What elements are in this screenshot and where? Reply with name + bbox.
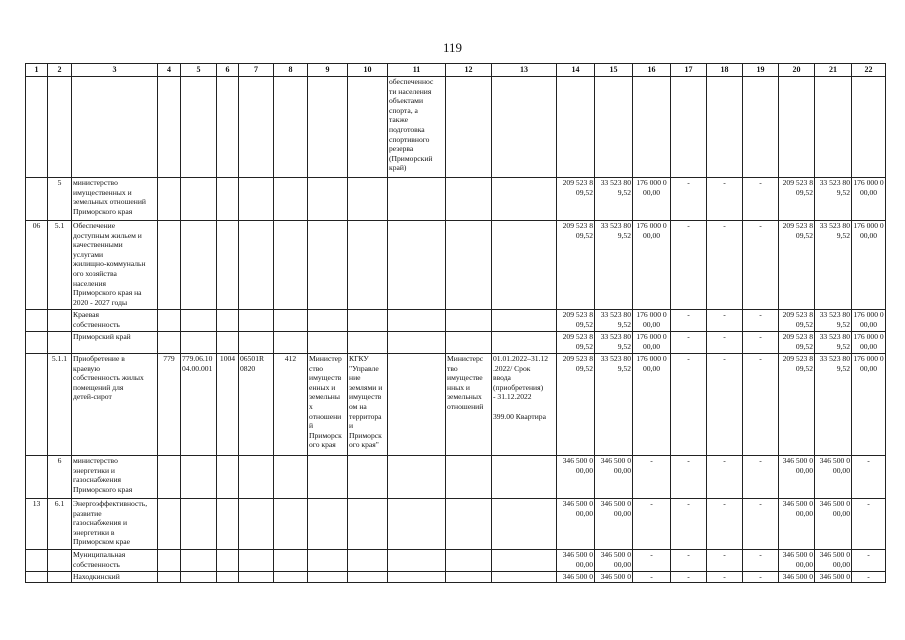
cell-col-2 [48, 332, 72, 354]
cell-col-5 [181, 499, 217, 550]
cell-col-22: - [852, 572, 886, 583]
cell-col-13 [492, 221, 557, 310]
cell-col-8 [274, 310, 308, 332]
cell-col-1 [26, 550, 48, 572]
table-body [26, 64, 886, 583]
cell-col-21: 346 500 0 [815, 572, 852, 583]
column-header-4: 4 [158, 64, 181, 77]
cell-col-13 [492, 178, 557, 221]
cell-col-11 [388, 456, 446, 499]
cell-col-7 [239, 77, 274, 178]
table-row [26, 354, 886, 456]
cell-col-15: 33 523 80 9,52 [595, 310, 633, 332]
cell-col-3: Приобретение в краевую собственность жилых помещений для детей-сирот [72, 354, 158, 456]
cell-col-17: - [671, 499, 707, 550]
cell-col-20: 209 523 8 09,52 [779, 354, 815, 456]
cell-col-20: 209 523 8 09,52 [779, 310, 815, 332]
table-row [26, 456, 886, 499]
cell-col-14: 346 500 0 [557, 572, 595, 583]
column-header-18: 18 [707, 64, 743, 77]
cell-col-14: 209 523 8 09,52 [557, 310, 595, 332]
cell-col-11 [388, 332, 446, 354]
cell-col-10 [348, 456, 388, 499]
cell-col-22: 176 000 0 00,00 [852, 354, 886, 456]
table-row [26, 572, 886, 583]
cell-col-21: 33 523 80 9,52 [815, 332, 852, 354]
cell-col-10 [348, 550, 388, 572]
cell-col-8 [274, 550, 308, 572]
cell-col-21 [815, 77, 852, 178]
cell-col-19: - [743, 310, 779, 332]
cell-col-2: 5.1.1 [48, 354, 72, 456]
table-row [26, 221, 886, 310]
cell-col-19: - [743, 178, 779, 221]
cell-col-9 [308, 572, 348, 583]
cell-col-16: - [633, 550, 671, 572]
cell-col-9 [308, 550, 348, 572]
cell-col-20: 209 523 8 09,52 [779, 221, 815, 310]
cell-col-8 [274, 221, 308, 310]
cell-col-8 [274, 456, 308, 499]
cell-col-14: 346 500 0 00,00 [557, 499, 595, 550]
cell-col-2 [48, 550, 72, 572]
cell-col-4: 779 [158, 354, 181, 456]
cell-col-22: - [852, 550, 886, 572]
cell-col-7 [239, 550, 274, 572]
cell-col-21: 33 523 80 9,52 [815, 221, 852, 310]
cell-col-20 [779, 77, 815, 178]
cell-col-2 [48, 77, 72, 178]
cell-col-10 [348, 77, 388, 178]
cell-col-6: 1004 [217, 354, 239, 456]
column-header-15: 15 [595, 64, 633, 77]
cell-col-21: 346 500 0 00,00 [815, 550, 852, 572]
cell-col-2: 5 [48, 178, 72, 221]
column-header-17: 17 [671, 64, 707, 77]
cell-col-12 [446, 310, 492, 332]
column-header-14: 14 [557, 64, 595, 77]
cell-col-12 [446, 77, 492, 178]
cell-col-19: - [743, 456, 779, 499]
cell-col-21: 33 523 80 9,52 [815, 354, 852, 456]
cell-col-20: 346 500 0 00,00 [779, 499, 815, 550]
cell-col-9 [308, 332, 348, 354]
cell-col-19: - [743, 221, 779, 310]
cell-col-20: 346 500 0 00,00 [779, 550, 815, 572]
cell-col-15: 346 500 0 00,00 [595, 550, 633, 572]
cell-col-10 [348, 178, 388, 221]
table-row [26, 178, 886, 221]
cell-col-12 [446, 332, 492, 354]
cell-col-19 [743, 77, 779, 178]
cell-col-4 [158, 456, 181, 499]
cell-col-1 [26, 572, 48, 583]
cell-col-5 [181, 550, 217, 572]
column-header-16: 16 [633, 64, 671, 77]
cell-col-9 [308, 77, 348, 178]
cell-col-13 [492, 572, 557, 583]
cell-col-22 [852, 77, 886, 178]
cell-col-2: 5.1 [48, 221, 72, 310]
cell-col-17: - [671, 332, 707, 354]
cell-col-16: - [633, 456, 671, 499]
cell-col-18: - [707, 499, 743, 550]
cell-col-3: Энергоэффективность, развитие газоснабжения и энергетики в Приморском крае [72, 499, 158, 550]
column-header-13: 13 [492, 64, 557, 77]
cell-col-1: 06 [26, 221, 48, 310]
cell-col-18: - [707, 310, 743, 332]
cell-col-11 [388, 499, 446, 550]
cell-col-9: Министер ство имуществ енных и земельны х отношени й Приморск ого края [308, 354, 348, 456]
column-header-11: 11 [388, 64, 446, 77]
cell-col-1 [26, 332, 48, 354]
cell-col-12 [446, 178, 492, 221]
table-row [26, 77, 886, 178]
cell-col-1: 13 [26, 499, 48, 550]
cell-col-1 [26, 77, 48, 178]
cell-col-15: 346 500 0 00,00 [595, 499, 633, 550]
cell-col-5 [181, 77, 217, 178]
column-header-5: 5 [181, 64, 217, 77]
cell-col-1 [26, 178, 48, 221]
cell-col-11: обеспеченнос ти населения объектами спорта, а также подготовка спортивного резерва (Приморский край) [388, 77, 446, 178]
cell-col-10 [348, 499, 388, 550]
cell-col-5 [181, 310, 217, 332]
cell-col-18 [707, 77, 743, 178]
cell-col-6 [217, 221, 239, 310]
cell-col-18: - [707, 456, 743, 499]
cell-col-7 [239, 178, 274, 221]
cell-col-19: - [743, 572, 779, 583]
cell-col-6 [217, 178, 239, 221]
cell-col-20: 346 500 0 00,00 [779, 456, 815, 499]
cell-col-3: министерство имущественных и земельных отношений Приморского края [72, 178, 158, 221]
column-header-8: 8 [274, 64, 308, 77]
cell-col-13 [492, 77, 557, 178]
cell-col-8: 412 [274, 354, 308, 456]
cell-col-7: 06501R 0820 [239, 354, 274, 456]
cell-col-5 [181, 572, 217, 583]
cell-col-12 [446, 221, 492, 310]
cell-col-6 [217, 456, 239, 499]
cell-col-16: 176 000 0 00,00 [633, 221, 671, 310]
header-row [26, 64, 886, 77]
cell-col-9 [308, 310, 348, 332]
cell-col-18: - [707, 178, 743, 221]
page-number: 119 [442, 40, 463, 55]
cell-col-12 [446, 572, 492, 583]
cell-col-4 [158, 550, 181, 572]
cell-col-17: - [671, 310, 707, 332]
cell-col-15: 346 500 0 00,00 [595, 456, 633, 499]
cell-col-7 [239, 456, 274, 499]
cell-col-14: 209 523 8 09,52 [557, 354, 595, 456]
cell-col-20: 209 523 8 09,52 [779, 178, 815, 221]
column-header-20: 20 [779, 64, 815, 77]
cell-col-16: 176 000 0 00,00 [633, 310, 671, 332]
cell-col-8 [274, 499, 308, 550]
cell-col-12 [446, 499, 492, 550]
cell-col-21: 33 523 80 9,52 [815, 310, 852, 332]
cell-col-22: 176 000 0 00,00 [852, 178, 886, 221]
cell-col-7 [239, 499, 274, 550]
cell-col-6 [217, 550, 239, 572]
cell-col-13 [492, 456, 557, 499]
column-header-21: 21 [815, 64, 852, 77]
cell-col-13: 01.01.2022–31.12 .2022/ Срок ввода (приобретения) - 31.12.2022 399.00 Квартира [492, 354, 557, 456]
cell-col-7 [239, 332, 274, 354]
cell-col-15 [595, 77, 633, 178]
cell-col-21: 33 523 80 9,52 [815, 178, 852, 221]
cell-col-7 [239, 310, 274, 332]
cell-col-4 [158, 310, 181, 332]
column-header-12: 12 [446, 64, 492, 77]
cell-col-21: 346 500 0 00,00 [815, 499, 852, 550]
cell-col-14: 209 523 8 09,52 [557, 221, 595, 310]
cell-col-18: - [707, 354, 743, 456]
column-header-10: 10 [348, 64, 388, 77]
cell-col-5: 779.06.10 04.00.001 [181, 354, 217, 456]
cell-col-15: 33 523 80 9,52 [595, 221, 633, 310]
cell-col-17: - [671, 572, 707, 583]
cell-col-1 [26, 310, 48, 332]
table-row [26, 310, 886, 332]
cell-col-20: 209 523 8 09,52 [779, 332, 815, 354]
cell-col-17: - [671, 221, 707, 310]
cell-col-18: - [707, 332, 743, 354]
cell-col-7 [239, 221, 274, 310]
cell-col-9 [308, 178, 348, 221]
cell-col-10 [348, 572, 388, 583]
cell-col-19: - [743, 499, 779, 550]
column-header-3: 3 [72, 64, 158, 77]
cell-col-3: Краевая собственность [72, 310, 158, 332]
cell-col-11 [388, 310, 446, 332]
cell-col-2 [48, 572, 72, 583]
cell-col-15: 33 523 80 9,52 [595, 332, 633, 354]
cell-col-5 [181, 178, 217, 221]
cell-col-4 [158, 572, 181, 583]
cell-col-16: 176 000 0 00,00 [633, 332, 671, 354]
cell-col-4 [158, 178, 181, 221]
cell-col-16: 176 000 0 00,00 [633, 178, 671, 221]
cell-col-11 [388, 550, 446, 572]
cell-col-1 [26, 456, 48, 499]
table-row [26, 332, 886, 354]
cell-col-19: - [743, 550, 779, 572]
cell-col-18: - [707, 572, 743, 583]
column-header-7: 7 [239, 64, 274, 77]
cell-col-17 [671, 77, 707, 178]
budget-table [25, 63, 886, 583]
cell-col-9 [308, 221, 348, 310]
cell-col-10 [348, 221, 388, 310]
cell-col-11 [388, 178, 446, 221]
cell-col-11 [388, 221, 446, 310]
cell-col-12 [446, 456, 492, 499]
column-header-19: 19 [743, 64, 779, 77]
cell-col-10 [348, 310, 388, 332]
cell-col-3: Муниципальная собственность [72, 550, 158, 572]
cell-col-3: Приморский край [72, 332, 158, 354]
cell-col-15: 33 523 80 9,52 [595, 178, 633, 221]
column-header-1: 1 [26, 64, 48, 77]
cell-col-19: - [743, 354, 779, 456]
cell-col-6 [217, 310, 239, 332]
cell-col-5 [181, 332, 217, 354]
cell-col-22: - [852, 499, 886, 550]
cell-col-12 [446, 550, 492, 572]
cell-col-14 [557, 77, 595, 178]
cell-col-15: 33 523 80 9,52 [595, 354, 633, 456]
cell-col-2: 6.1 [48, 499, 72, 550]
cell-col-17: - [671, 354, 707, 456]
cell-col-19: - [743, 332, 779, 354]
cell-col-22: 176 000 0 00,00 [852, 310, 886, 332]
cell-col-12: Министерс тво имуществе нных и земельных отношений [446, 354, 492, 456]
cell-col-13 [492, 499, 557, 550]
cell-col-22: - [852, 456, 886, 499]
cell-col-20: 346 500 0 [779, 572, 815, 583]
cell-col-18: - [707, 550, 743, 572]
cell-col-1 [26, 354, 48, 456]
column-header-9: 9 [308, 64, 348, 77]
column-header-6: 6 [217, 64, 239, 77]
cell-col-2: 6 [48, 456, 72, 499]
cell-col-11 [388, 354, 446, 456]
cell-col-8 [274, 332, 308, 354]
cell-col-5 [181, 221, 217, 310]
cell-col-22: 176 000 0 00,00 [852, 221, 886, 310]
cell-col-9 [308, 499, 348, 550]
cell-col-21: 346 500 0 00,00 [815, 456, 852, 499]
cell-col-10: КГКУ "Управле ние землями и имуществ ом на территора и Приморск ого края" [348, 354, 388, 456]
cell-col-13 [492, 332, 557, 354]
column-header-2: 2 [48, 64, 72, 77]
cell-col-14: 346 500 0 00,00 [557, 550, 595, 572]
cell-col-5 [181, 456, 217, 499]
cell-col-3: Обеспечение доступным жильем и качественными услугами жилищно-коммунальн ого хозяйства населения Приморского края на 2020 - 2027 годы [72, 221, 158, 310]
cell-col-22: 176 000 0 00,00 [852, 332, 886, 354]
cell-col-11 [388, 572, 446, 583]
cell-col-2 [48, 310, 72, 332]
cell-col-4 [158, 221, 181, 310]
cell-col-16: - [633, 499, 671, 550]
cell-col-3: министерство энергетики и газоснабжения Приморского края [72, 456, 158, 499]
cell-col-14: 346 500 0 00,00 [557, 456, 595, 499]
cell-col-16 [633, 77, 671, 178]
table-row [26, 550, 886, 572]
cell-col-6 [217, 332, 239, 354]
cell-col-14: 209 523 8 09,52 [557, 178, 595, 221]
cell-col-6 [217, 499, 239, 550]
cell-col-3: Находкинский [72, 572, 158, 583]
cell-col-4 [158, 77, 181, 178]
cell-col-8 [274, 178, 308, 221]
cell-col-6 [217, 572, 239, 583]
cell-col-17: - [671, 550, 707, 572]
cell-col-4 [158, 332, 181, 354]
cell-col-16: - [633, 572, 671, 583]
cell-col-16: 176 000 0 00,00 [633, 354, 671, 456]
cell-col-14: 209 523 8 09,52 [557, 332, 595, 354]
cell-col-15: 346 500 0 [595, 572, 633, 583]
cell-col-18: - [707, 221, 743, 310]
cell-col-10 [348, 332, 388, 354]
table-row [26, 499, 886, 550]
cell-col-4 [158, 499, 181, 550]
cell-col-7 [239, 572, 274, 583]
cell-col-3 [72, 77, 158, 178]
cell-col-6 [217, 77, 239, 178]
cell-col-13 [492, 550, 557, 572]
cell-col-8 [274, 572, 308, 583]
cell-col-17: - [671, 178, 707, 221]
cell-col-8 [274, 77, 308, 178]
column-header-22: 22 [852, 64, 886, 77]
cell-col-13 [492, 310, 557, 332]
cell-col-9 [308, 456, 348, 499]
cell-col-17: - [671, 456, 707, 499]
